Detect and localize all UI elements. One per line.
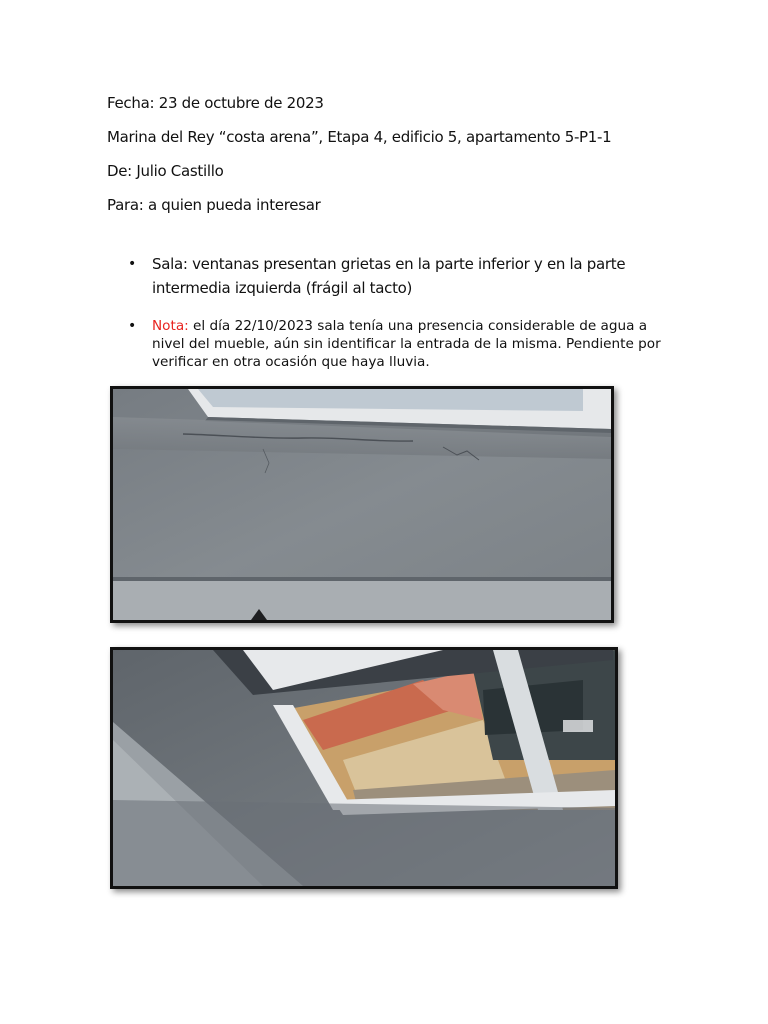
- note-text: el día 22/10/2023 sala tenía una presencia considerable de agua a nivel del mueble, aún sin identificar la entrada de la misma. Pendiente por verificar en otra ocasión que haya lluvia.: [152, 318, 661, 370]
- location-line: Marina del Rey “costa arena”, Etapa 4, edificio 5, apartamento 5-P1-1: [107, 128, 612, 146]
- window-view-illustration: [113, 650, 615, 886]
- note-label: Nota:: [152, 318, 189, 334]
- from-line: De: Julio Castillo: [107, 162, 224, 180]
- bullet-marker: •: [128, 256, 137, 272]
- window-sill-illustration: [113, 389, 611, 620]
- photo-window-view: [110, 647, 618, 889]
- date-line: Fecha: 23 de octubre de 2023: [107, 94, 324, 112]
- observation-item: Sala: ventanas presentan grietas en la parte inferior y en la parte intermedia izquierda (frágil al tacto): [152, 255, 626, 297]
- photo-window-sill-cracks: [110, 386, 614, 623]
- note-item: [152, 317, 672, 371]
- to-line: Para: a quien pueda interesar: [107, 196, 321, 214]
- bullet-marker: •: [128, 318, 137, 334]
